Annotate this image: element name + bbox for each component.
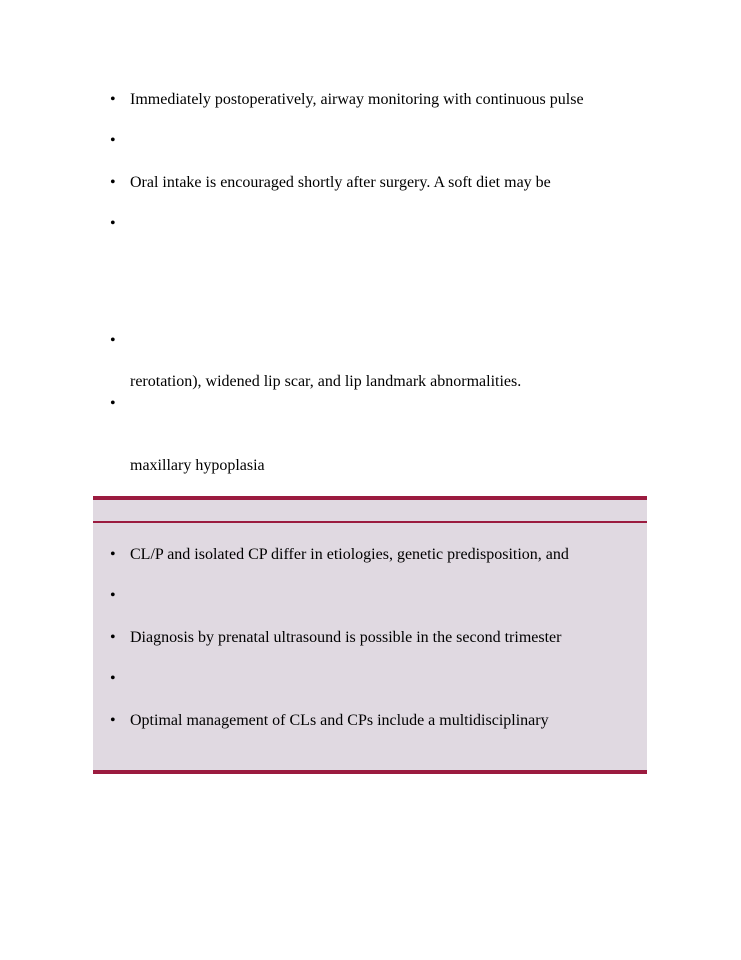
list-item-continuation: maxillary hypoplasia <box>130 457 265 474</box>
bullet-icon: • <box>110 629 116 646</box>
bullet-icon: • <box>110 712 116 729</box>
bullet-icon: • <box>110 395 116 412</box>
list-item-continuation: rerotation), widened lip scar, and lip landmark abnormalities. <box>130 373 522 390</box>
key-points-box <box>93 496 647 774</box>
bullet-icon: • <box>110 587 116 604</box>
bullet-icon: • <box>110 546 116 563</box>
list-item-text: Optimal management of CLs and CPs include a multidisciplinary <box>130 712 549 729</box>
bullet-icon: • <box>110 91 116 108</box>
list-item-text: Diagnosis by prenatal ultrasound is possible in the second trimester <box>130 629 562 646</box>
list-item-text: CL/P and isolated CP differ in etiologies, genetic predisposition, and <box>130 546 569 563</box>
bullet-icon: • <box>110 670 116 687</box>
bullet-icon: • <box>110 332 116 349</box>
key-points-header <box>93 500 647 523</box>
list-item-text: Immediately postoperatively, airway monitoring with continuous pulse <box>130 91 584 108</box>
bullet-icon: • <box>110 215 116 232</box>
list-item-text: Oral intake is encouraged shortly after surgery. A soft diet may be <box>130 174 551 191</box>
bullet-icon: • <box>110 132 116 149</box>
bullet-icon: • <box>110 174 116 191</box>
